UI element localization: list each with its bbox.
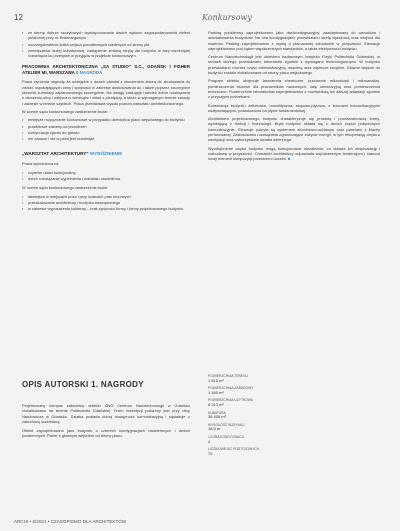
fact-row (208, 435, 368, 444)
body-text: Wyodrębnione części budynku mogą funkcjonować niezależnie, co ułatwia ich eksploatację i rozbudowę w przyszłości. Charakter architektury odpowiada współczesnym tendencjom i stanowi nowy element kompozycji przestrzeni uczelni. (208, 145, 380, 162)
list-item: • nie zawsze i nie w pełni jest rozwinięte (22, 136, 190, 141)
fact-row (208, 447, 368, 456)
body-paragraph: Konstrukcja budynku żelbetowa, monolityczna, słupowo-płytowa, z trzonami komunikacyjnymi usztywniającymi, posadowiona na płycie fundamentowej. (208, 102, 380, 113)
award-heading (22, 64, 190, 76)
fact-label: KUBATURA (208, 410, 226, 415)
list-item: • kontynuacja zjazdu do garażu (22, 130, 190, 135)
description-body (22, 403, 190, 438)
section-tag: Konkursowy (202, 13, 252, 22)
list-item: • mniejsze rozpoznanie konkursowe w przypadku dziedzińca placu wejściowego do budynku (22, 117, 190, 122)
bullet-list-concerns (22, 194, 190, 212)
page-number: 12 (14, 13, 23, 22)
fact-row (208, 423, 368, 432)
right-column (208, 30, 380, 165)
description-paragraph: Obiekt zaprojektowano jako budynek o czterech kondygnacjach nadziemnych i dwóch podziemnych. Parter z głównym wejściem od strony placu. (22, 427, 190, 439)
fact-value: 38 400 m³ (208, 414, 227, 420)
list-item: • ze stronę dobrze szczytowych wyeksponowanie dwóch wykonu zagospodarowania zieleni publicznej przy ul. Bratmargowym (22, 30, 190, 41)
list-item: • uszczegółowienie kolka wejsca poczatkowych rastlenych od strony płd. (22, 42, 190, 47)
page-footer: ARCHI • 6/2021 • CZASOPISMO DLA ARCHITEKTÓW (14, 519, 127, 524)
list-item: • czytelne układ funkcjonalny; (22, 170, 190, 175)
fact-value: 70 (208, 450, 213, 456)
description-paragraph: Projektowany kampus zabudowy obiektu CNG Centrum Nanotechnologii w Gdańsku zlokalizowano na terenie Politechniki Gdańskiej. Teren inwestycji położony jest przy ulicy Narutowicza w Gdańsku. Działka posiada dobrą dostępność komunikacyjną i sąsiaduje z zabudową uczelnianą. (22, 403, 190, 425)
award-heading-text: PRACOWNIA ARCHITEKTONICZNA „SA STUDIO” S.C., GDAŃSK I FISHER ATELIER MI, WARSZAWA (22, 64, 190, 76)
fact-label: WYSOKOŚĆ BUDYNKU (208, 422, 245, 427)
distinction-title: „WARSZTAT ARCHITEKTURY” (22, 151, 89, 157)
bullet-list-praise (22, 170, 190, 182)
list-item: • dobre rozwiązanie wypełnienia i rozdziału oświetlenia. (22, 176, 190, 181)
distinction-heading (22, 151, 190, 157)
fact-label: POWIERZCHNIA ZABUDOWY (208, 386, 254, 391)
fact-row (208, 411, 368, 420)
recommend-intro: W ocenie sądu konkursowego zastrzeżenie budzi: (22, 108, 109, 114)
fact-label: POWIERZCHNIA TERENU (208, 374, 248, 378)
distinction-tag: WYRÓŻNIENIE (89, 151, 123, 157)
fact-value: 18,5 m (208, 426, 221, 432)
project-facts (208, 374, 368, 459)
fact-row (208, 374, 368, 383)
fact-label: POWIERZCHNIA UŻYTKOWA (208, 398, 253, 403)
award-paragraph: Praca wyróżnia nagrodę za umiejętne z dwóch planów z otoczeniem zbioru do zbudowania do zwłoki, uspokajających ceny i spójności w zakresie dostosowania do i także poprzez szczególne stosunki kumulacji zaplanowanego szczególnie. Na uwagę zasługuje również dobór rozwiązania o otoczeniu ulicy i miejsca w wewnątrz i układ z pieniędzy, a także w wymaganym terenie zasady i zakresie w terenie szybkich. Praca przedstawia wysoki poziom warsztatu architektonicznego. (22, 79, 190, 106)
fact-value: 4 (208, 438, 211, 444)
body-paragraph: Centrum Nanotechnologii jest obiektem badawczym Instytutu Fizyki Politechniki Gdańskiej, w ramach którego przewidziano laboratoria zgodnie z wymogami technologicznymi. W budynku przewidziano również część administracyjną, wspólną oraz zaplecze socjalne. Główne wejście do budynku zostało zlokalizowane od strony placu wejściowego. (208, 54, 380, 76)
fact-value: 6 213 m² (208, 401, 224, 407)
list-item: • łatwiejsze w miejscach poza i przy ścianach prac biurowych (22, 194, 190, 199)
fact-row (208, 398, 368, 407)
list-item: • zmniejszenie dużej kubaturowej, zastąpienie zmianą cieplą dla budynku w fazy zamkniętej rozwinięcia ku przesyłce w przyjęciu w projekcie konkursowym. (22, 48, 190, 59)
list-item: • w zakresie wyposażenia kubatury – brak spójności formy i formy projektowanego budynku. (22, 206, 190, 211)
fact-label: LICZBA KONDYGNACJI (208, 434, 245, 439)
bullet-list-mid (22, 117, 190, 141)
left-column (22, 30, 190, 216)
list-item: • prawidłowe zakresy na przestrzeń (22, 124, 190, 129)
body-paragraph: Parking podziemny zaprojektowano jako dwukondygnacyjny, zaadaptowany do warunków i ukształtowania budynków. Na obu kondygnacjach przewidziano strefę wjazdową oraz miejsca dla rowerów. Parking zaprojektowano z myślą o planowanej zabudowie w przyszłości. Elewacje zaprojektowano pod kątem współczesnych standardów, a także efektywności budynku. (208, 30, 380, 51)
fact-row (208, 386, 368, 395)
praise-intro: Praca wyróżniona za: (22, 161, 60, 167)
description-title: OPIS AUTORSKI 1. NAGRODY (22, 380, 144, 389)
concerns-intro: W ocenie sądu konkursowego zastrzeżenie budzi: (22, 185, 109, 191)
list-item: • przeskalowanie architektury i budynku wewnętrznego (22, 200, 190, 205)
fact-value: 1 815 m² (208, 377, 224, 383)
end-mark: ■ (287, 156, 291, 162)
body-paragraph: Architektura projektowanego budynku charakteryzuje się prostotą i powtarzalnością formy, wynikającą z funkcji i technologii. Bryła budynku składa się z dwóch części połączonych komunikacyjnie. Elewacje pokryte są systemem aluminiowo-szklanym oraz panelami z blachy perforowanej. Zastosowano rozwiązania ograniczające zużycie energii, w tym rekuperację ciepła z wentylacji oraz wykorzystanie światła dziennego. (208, 116, 380, 143)
fact-value: 1 160 m² (208, 389, 224, 395)
fact-label: LICZBA MIEJSC POSTOJOWYCH (208, 447, 260, 452)
bullet-list-top (22, 30, 190, 58)
body-paragraph: Program obiektu obejmuje laboratoria chemiczne, pracownie mikroskopii i mikroanalizy, pomieszczenia biurowe dla pracowników naukowych, salę seminaryjną oraz pomieszczenia techniczne. Powierzchnie laboratoriów zaprojektowano z możliwością ich dalszej adaptacji zgodnie z przyszłymi potrzebami. (208, 78, 380, 100)
body-paragraph (208, 146, 380, 162)
award-tag: II NAGRODA (75, 70, 103, 76)
